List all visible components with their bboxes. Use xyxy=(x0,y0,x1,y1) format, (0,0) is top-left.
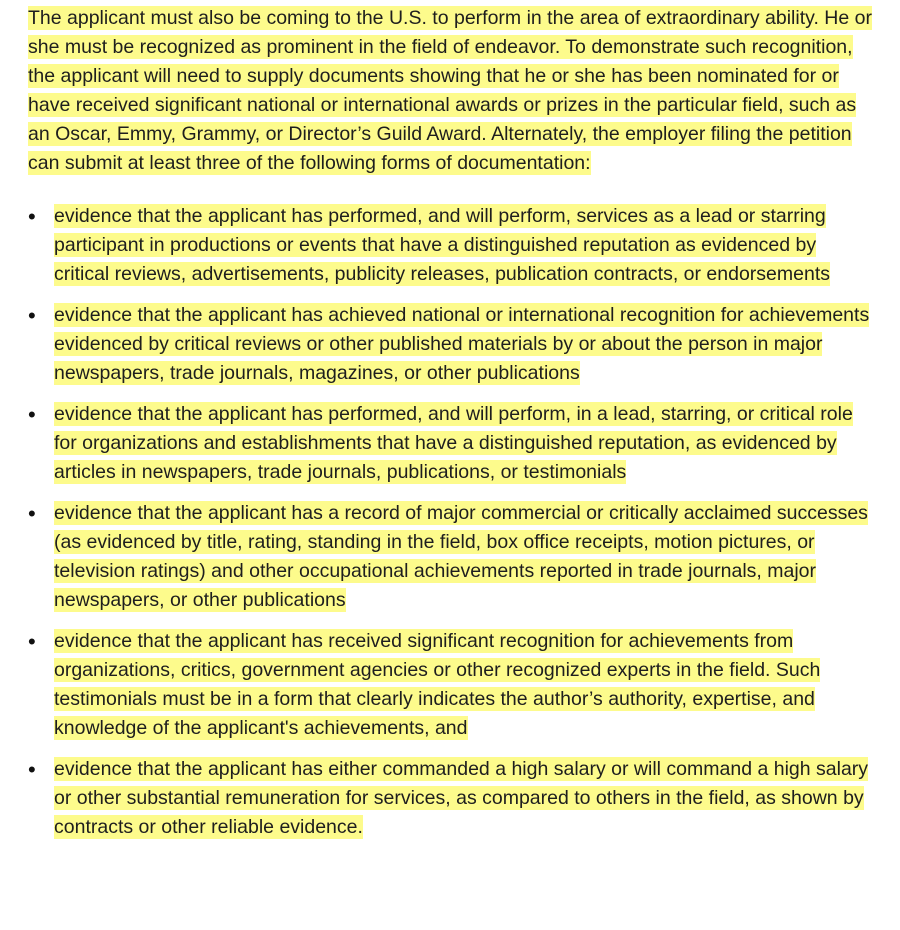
list-item-text: evidence that the applicant has achieved national or international recognition for achievements evidenced by critical reviews or other published materials by or about the person in major newspapers, trade journals, magazines, or other publications xyxy=(54,304,870,384)
bullet-icon: • xyxy=(28,629,36,654)
list-item xyxy=(28,202,876,289)
bullet-icon: • xyxy=(28,303,36,328)
list-item xyxy=(28,400,876,487)
list-item xyxy=(28,301,876,388)
list-item-text: evidence that the applicant has received significant recognition for achievements from organizations, critics, government agencies or other recognized experts in the field. Such testimonials must be in a form that clearly indicates the author’s authority, expertise, and knowledge of the applicant's achievements, and xyxy=(54,630,821,739)
list-item-text: evidence that the applicant has performed, and will perform, services as a lead or starring participant in productions or events that have a distinguished reputation as evidenced by critical reviews, advertisements, publicity releases, publication contracts, or endorsements xyxy=(54,205,831,285)
list-item-text: evidence that the applicant has either commanded a high salary or will command a high salary or other substantial remuneration for services, as compared to others in the field, as shown by contracts or other reliable evidence. xyxy=(54,758,869,838)
bullet-icon: • xyxy=(28,501,36,526)
intro-paragraph xyxy=(28,4,876,178)
list-item xyxy=(28,627,876,743)
bullet-icon: • xyxy=(28,204,36,229)
intro-text: The applicant must also be coming to the U.S. to perform in the area of extraordinary ability. He or she must be recognized as prominent in the field of endeavor. To demonstrate such recognition, the applicant will need to supply documents showing that he or she has been nominated for or have received significant national or international awards or prizes in the particular field, such as an Oscar, Emmy, Grammy, or Director’s Guild Award. Alternately, the employer filing the petition can submit at least three of the following forms of documentation: xyxy=(28,7,872,174)
bullet-icon: • xyxy=(28,402,36,427)
list-item-text: evidence that the applicant has a record of major commercial or critically acclaimed successes (as evidenced by title, rating, standing in the field, box office receipts, motion pictures, or television ratings) and other occupational achievements reported in trade journals, major newspapers, or other publications xyxy=(54,502,868,611)
evidence-list xyxy=(28,202,876,842)
list-item xyxy=(28,499,876,615)
bullet-icon: • xyxy=(28,757,36,782)
list-item-text: evidence that the applicant has performed, and will perform, in a lead, starring, or critical role for organizations and establishments that have a distinguished reputation, as evidenced by articles in newspapers, trade journals, publications, or testimonials xyxy=(54,403,853,483)
list-item xyxy=(28,755,876,842)
